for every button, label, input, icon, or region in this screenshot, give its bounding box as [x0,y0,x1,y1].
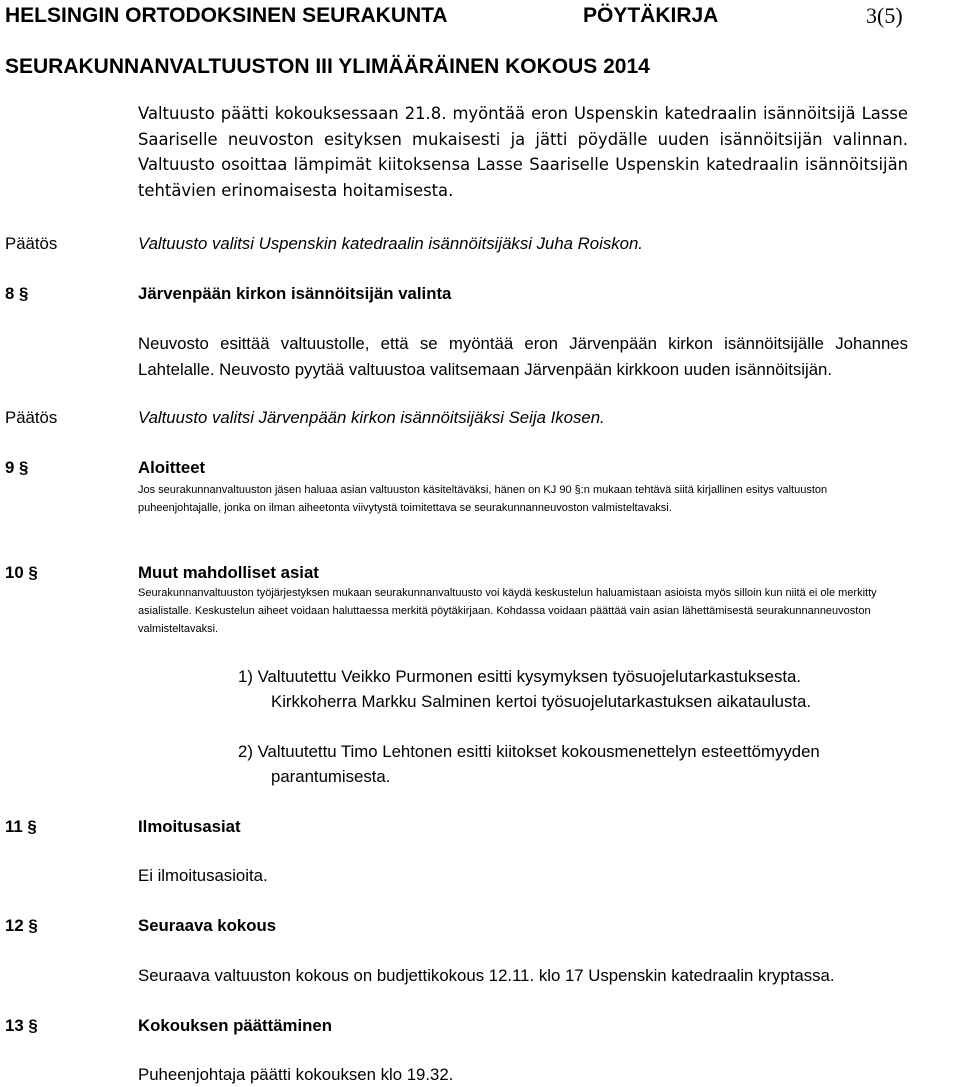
list-item [238,739,908,789]
decision-text: Valtuusto valitsi Järvenpään kirkon isännöitsijäksi Seija Ikosen. [138,408,605,427]
section-11-title: Ilmoitusasiat [138,817,241,836]
section-13-number: 13 § [5,1016,38,1035]
list-item-line: 2) Valtuutettu Timo Lehtonen esitti kiitokset kokousmenettelyn esteettömyyden [238,742,820,761]
decision-label: Päätös [5,408,58,427]
section-10-text: Seurakunnanvaltuuston työjärjestyksen mukaan seurakunnanvaltuusto voi käydä keskustelun haluamistaan asioista myös silloin kun niitä ei ole merkitty asialistalle. Keskustelun aiheet voidaan haluttaessa merkitä pöytäkirjaan. Kohdassa voidaan päättää vain asian lähettämisestä seurakunnanneuvoston valmisteltavaksi. [138,587,877,635]
section-8-text: Neuvosto esittää valtuustolle, että se myöntää eron Järvenpään kirkon isännöitsijälle Johannes Lahtelalle. Neuvosto pyytää valtuustoa valitsemaan Järvenpään kirkkoon uuden isännöitsijän. [138,334,908,379]
section-13-text: Puheenjohtaja päätti kokouksen klo 19.32. [138,1065,454,1084]
list-item-line: Kirkkoherra Markku Salminen kertoi työsuojelutarkastuksen aikataulusta. [271,692,812,711]
list-item-line: 1) Valtuutettu Veikko Purmonen esitti kysymyksen työsuojelutarkastuksesta. [238,667,802,686]
meeting-title: SEURAKUNNANVALTUUSTON III YLIMÄÄRÄINEN KOKOUS 2014 [5,55,650,78]
organization-name: HELSINGIN ORTODOKSINEN SEURAKUNTA [5,4,448,27]
section-9-title: Aloitteet [138,458,206,477]
page-number: 3(5) [866,3,903,28]
section-12-number: 12 § [5,916,38,935]
section-10-number: 10 § [5,563,38,582]
section-12-text: Seuraava valtuuston kokous on budjettikokous 12.11. klo 17 Uspenskin katedraalin kryptassa. [138,966,835,985]
decision-label: Päätös [5,234,58,253]
section-9-text: Jos seurakunnanvaltuuston jäsen haluaa asian valtuuston käsiteltäväksi, hänen on KJ 90 §:n mukaan tehtävä siitä kirjallinen esitys valtuuston puheenjohtajalle, jonka on ilman aiheetonta viivytystä toimitettava se seurakunnanneuvoston valmisteltavaksi. [138,484,828,514]
section-11-number: 11 § [5,817,37,836]
section-8-number: 8 § [5,284,29,303]
document-type: PÖYTÄKIRJA [583,4,719,27]
section-11-text: Ei ilmoitusasioita. [138,866,268,885]
section-8-title: Järvenpään kirkon isännöitsijän valinta [138,284,452,303]
section-13-title: Kokouksen päättäminen [138,1016,332,1035]
intro-paragraph: Valtuusto päätti kokouksessaan 21.8. myöntää eron Uspenskin katedraalin isännöitsijä Lasse Saariselle neuvoston esityksen mukaisesti ja jätti pöydälle uuden isännöitsijän valinnan. Valtuusto osoittaa lämpimät kiitoksensa Lasse Saariselle Uspenskin katedraalin isännöitsijän tehtävien erinomaisesta hoitamisesta. [138,104,908,200]
section-10-title: Muut mahdolliset asiat [138,563,319,582]
list-item-line: parantumisesta. [271,767,391,786]
section-9-number: 9 § [5,458,29,477]
decision-text: Valtuusto valitsi Uspenskin katedraalin isännöitsijäksi Juha Roiskon. [138,234,643,253]
section-12-title: Seuraava kokous [138,916,277,935]
list-item [238,664,908,714]
